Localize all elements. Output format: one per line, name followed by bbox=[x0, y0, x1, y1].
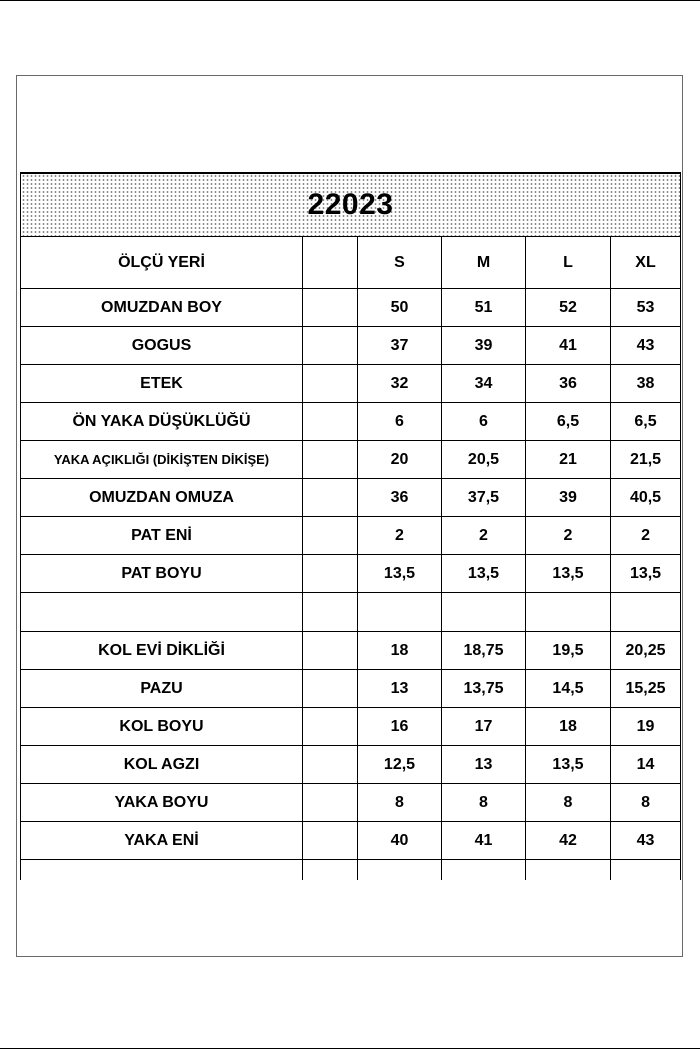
empty-cell bbox=[526, 593, 611, 632]
measurement-label: YAKA BOYU bbox=[21, 784, 303, 822]
value-cell-s: 8 bbox=[358, 784, 442, 822]
value-cell-m: 34 bbox=[442, 365, 526, 403]
value-cell-l: 2 bbox=[526, 517, 611, 555]
value-cell-s: 12,5 bbox=[358, 746, 442, 784]
value-cell-xl: 8 bbox=[611, 784, 681, 822]
value-cell-m: 13 bbox=[442, 746, 526, 784]
value-cell-m: 8 bbox=[442, 784, 526, 822]
measurement-row bbox=[21, 822, 681, 860]
value-cell-s: 40 bbox=[358, 822, 442, 860]
measurement-row bbox=[21, 289, 681, 327]
value-cell-s: 20 bbox=[358, 441, 442, 479]
measurement-row bbox=[21, 555, 681, 593]
empty-cell bbox=[611, 860, 681, 881]
value-cell-l: 21 bbox=[526, 441, 611, 479]
title-row bbox=[21, 173, 681, 237]
measurement-row bbox=[21, 670, 681, 708]
size-chart-table bbox=[20, 172, 681, 880]
measurement-label: KOL EVİ DİKLİĞİ bbox=[21, 632, 303, 670]
value-cell-s: 36 bbox=[358, 479, 442, 517]
size-header-s: S bbox=[358, 237, 442, 289]
measurement-row bbox=[21, 365, 681, 403]
measurement-label: ÖN YAKA DÜŞÜKLÜĞÜ bbox=[21, 403, 303, 441]
blank-cell bbox=[303, 327, 358, 365]
measurement-label: PAT ENİ bbox=[21, 517, 303, 555]
measurement-row bbox=[21, 479, 681, 517]
value-cell-m: 18,75 bbox=[442, 632, 526, 670]
empty-cell bbox=[21, 860, 303, 881]
header-label: ÖLÇÜ YERİ bbox=[21, 237, 303, 289]
size-header-xl: XL bbox=[611, 237, 681, 289]
value-cell-l: 19,5 bbox=[526, 632, 611, 670]
measurement-label: GOGUS bbox=[21, 327, 303, 365]
value-cell-l: 41 bbox=[526, 327, 611, 365]
value-cell-m: 17 bbox=[442, 708, 526, 746]
blank-cell bbox=[303, 784, 358, 822]
measurement-row bbox=[21, 327, 681, 365]
value-cell-xl: 21,5 bbox=[611, 441, 681, 479]
measurement-label: PAT BOYU bbox=[21, 555, 303, 593]
blank-cell bbox=[303, 670, 358, 708]
value-cell-l: 39 bbox=[526, 479, 611, 517]
value-cell-m: 2 bbox=[442, 517, 526, 555]
value-cell-xl: 19 bbox=[611, 708, 681, 746]
measurement-label: YAKA AÇIKLIĞI (DİKİŞTEN DİKİŞE) bbox=[21, 441, 303, 479]
value-cell-xl: 40,5 bbox=[611, 479, 681, 517]
blank-cell bbox=[303, 441, 358, 479]
value-cell-s: 16 bbox=[358, 708, 442, 746]
empty-cell bbox=[526, 860, 611, 881]
empty-cell bbox=[442, 860, 526, 881]
measurement-row bbox=[21, 632, 681, 670]
value-cell-m: 41 bbox=[442, 822, 526, 860]
value-cell-s: 37 bbox=[358, 327, 442, 365]
value-cell-l: 8 bbox=[526, 784, 611, 822]
blank-cell bbox=[303, 746, 358, 784]
value-cell-m: 6 bbox=[442, 403, 526, 441]
size-header-m: M bbox=[442, 237, 526, 289]
value-cell-xl: 43 bbox=[611, 327, 681, 365]
measurement-row bbox=[21, 441, 681, 479]
value-cell-m: 51 bbox=[442, 289, 526, 327]
value-cell-s: 13 bbox=[358, 670, 442, 708]
value-cell-m: 13,75 bbox=[442, 670, 526, 708]
blank-cell bbox=[303, 365, 358, 403]
measurement-label: KOL BOYU bbox=[21, 708, 303, 746]
empty-cell bbox=[358, 860, 442, 881]
empty-cell bbox=[358, 593, 442, 632]
value-cell-s: 13,5 bbox=[358, 555, 442, 593]
bottom-border-line bbox=[0, 1048, 700, 1049]
value-cell-l: 36 bbox=[526, 365, 611, 403]
value-cell-s: 18 bbox=[358, 632, 442, 670]
value-cell-xl: 43 bbox=[611, 822, 681, 860]
value-cell-xl: 38 bbox=[611, 365, 681, 403]
value-cell-m: 39 bbox=[442, 327, 526, 365]
value-cell-s: 2 bbox=[358, 517, 442, 555]
header-row bbox=[21, 237, 681, 289]
value-cell-xl: 13,5 bbox=[611, 555, 681, 593]
value-cell-m: 20,5 bbox=[442, 441, 526, 479]
value-cell-xl: 2 bbox=[611, 517, 681, 555]
empty-cell bbox=[611, 593, 681, 632]
blank-cell bbox=[303, 822, 358, 860]
empty-cell bbox=[442, 593, 526, 632]
measurement-row bbox=[21, 746, 681, 784]
measurement-label: OMUZDAN OMUZA bbox=[21, 479, 303, 517]
value-cell-m: 13,5 bbox=[442, 555, 526, 593]
value-cell-l: 13,5 bbox=[526, 746, 611, 784]
blank-cell bbox=[303, 555, 358, 593]
value-cell-s: 32 bbox=[358, 365, 442, 403]
measurement-label: PAZU bbox=[21, 670, 303, 708]
measurement-row bbox=[21, 784, 681, 822]
blank-cell bbox=[303, 479, 358, 517]
value-cell-l: 6,5 bbox=[526, 403, 611, 441]
value-cell-xl: 6,5 bbox=[611, 403, 681, 441]
value-cell-l: 52 bbox=[526, 289, 611, 327]
value-cell-l: 42 bbox=[526, 822, 611, 860]
measurement-label: YAKA ENİ bbox=[21, 822, 303, 860]
size-header-l: L bbox=[526, 237, 611, 289]
measurement-row bbox=[21, 708, 681, 746]
value-cell-xl: 14 bbox=[611, 746, 681, 784]
value-cell-s: 50 bbox=[358, 289, 442, 327]
blank-cell bbox=[303, 289, 358, 327]
value-cell-xl: 53 bbox=[611, 289, 681, 327]
spacer-row bbox=[21, 593, 681, 632]
value-cell-s: 6 bbox=[358, 403, 442, 441]
value-cell-m: 37,5 bbox=[442, 479, 526, 517]
value-cell-xl: 20,25 bbox=[611, 632, 681, 670]
measurement-row bbox=[21, 517, 681, 555]
measurement-label: KOL AGZI bbox=[21, 746, 303, 784]
value-cell-xl: 15,25 bbox=[611, 670, 681, 708]
empty-cell bbox=[21, 593, 303, 632]
value-cell-l: 14,5 bbox=[526, 670, 611, 708]
measurement-label: ETEK bbox=[21, 365, 303, 403]
value-cell-l: 13,5 bbox=[526, 555, 611, 593]
value-cell-l: 18 bbox=[526, 708, 611, 746]
measurement-label: OMUZDAN BOY bbox=[21, 289, 303, 327]
top-border-line bbox=[0, 0, 700, 1]
blank-cell bbox=[303, 403, 358, 441]
chart-title: 22023 bbox=[21, 173, 681, 237]
measurement-row bbox=[21, 403, 681, 441]
blank-cell bbox=[303, 632, 358, 670]
empty-cell bbox=[303, 860, 358, 881]
tail-row bbox=[21, 860, 681, 881]
empty-cell bbox=[303, 593, 358, 632]
blank-cell bbox=[303, 517, 358, 555]
blank-cell bbox=[303, 708, 358, 746]
blank-cell bbox=[303, 237, 358, 289]
